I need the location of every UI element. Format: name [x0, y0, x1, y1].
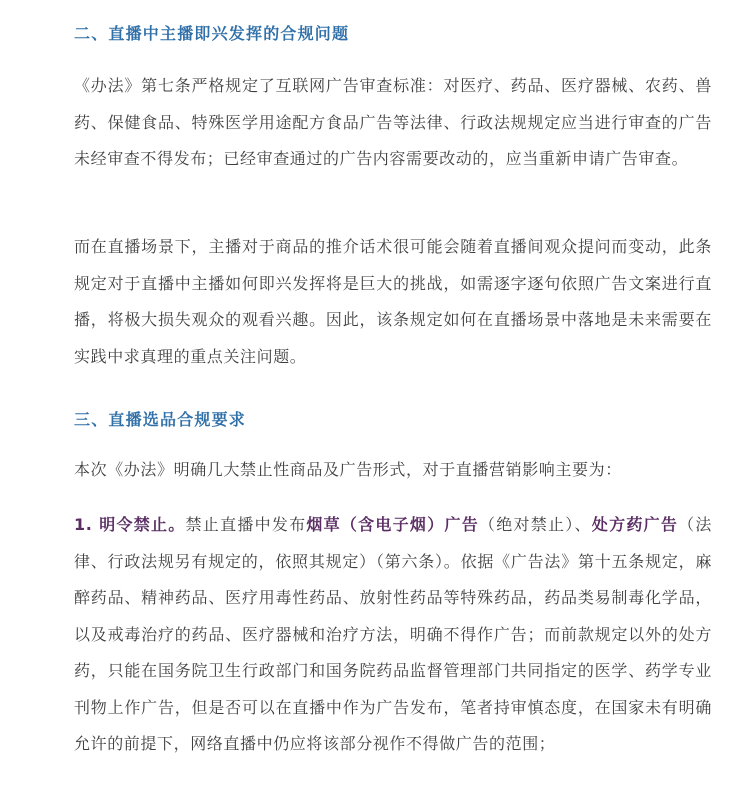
paragraph-livestream-challenge: 而在直播场景下，主播对于商品的推介话术很可能会随着直播间观众提问而变动，此条规定对于直播中主播如何即兴发挥将是巨大的挑战，如需逐字逐句依照广告文案进行直播，将极大损失观众的观看兴趣。因此，该条规定如何在直播场景中落地是未来需要在实践中求真理的重点关注问题。 — [74, 237, 712, 366]
item-1-text-c: （法律、行政法规另有规定的，依照其规定）（第六条）。依据《广告法》第十五条规定，麻醉药品、精神药品、医疗用毒性药品、放射性药品等特殊药品，药品类易制毒化学品，以及戒毒治疗的药品、医疗器械和治疗方法，明确不得作广告；而前款规定以外的处方药，只能在国务院卫生行政部门和国务院药品监督管理部门共同指定的医学、药学专业刊物上作广告，但是否可以在直播中作为广告发布，笔者持审慎态度，在国家未有明确允许的前提下，网络直播中仍应将该部分视作不得做广告的范围； — [74, 515, 712, 753]
section-heading-3: 三、直播选品合规要求 — [74, 410, 247, 429]
highlight-tobacco-ad: 烟草（含电子烟）广告 — [306, 515, 479, 534]
item-1-lead: 1. 明令禁止。 — [74, 515, 186, 534]
paragraph-item-1 — [74, 507, 712, 763]
highlight-prescription-ad: 处方药广告 — [591, 515, 679, 534]
paragraph-review-standard: 《办法》第七条严格规定了互联网广告审查标准：对医疗、药品、医疗器械、农药、兽药、保健食品、特殊医学用途配方食品广告等法律、行政法规规定应当进行审查的广告未经审查不得发布；已经审查通过的广告内容需要改动的，应当重新申请广告审查。 — [74, 76, 712, 168]
item-1-text-b: （绝对禁止）、 — [478, 515, 592, 534]
paragraph-intro: 本次《办法》明确几大禁止性商品及广告形式，对于直播营销影响主要为： — [74, 460, 622, 479]
item-1-text-a: 禁止直播中发布 — [185, 515, 307, 534]
section-heading-2: 二、直播中主播即兴发挥的合规问题 — [74, 24, 350, 43]
